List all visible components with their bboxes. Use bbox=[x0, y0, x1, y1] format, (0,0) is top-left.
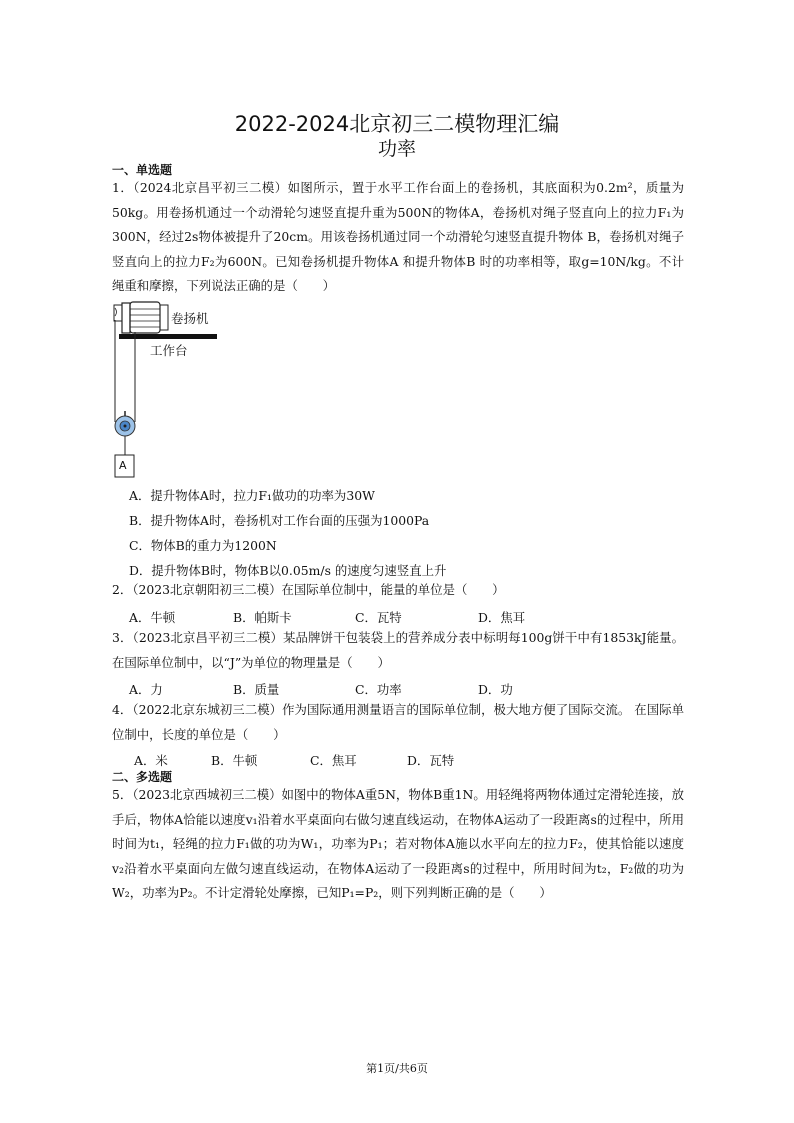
section-single-choice: 一、单选题 bbox=[112, 163, 173, 177]
winch-icon bbox=[114, 302, 168, 333]
question-4-option-a: A．米 bbox=[134, 753, 168, 768]
question-3-option-c: C．功率 bbox=[355, 682, 402, 697]
question-1-option-d: D．提升物体B时，物体B以0.05m/s 的速度匀速竖直上升 bbox=[129, 563, 447, 578]
page-title: 2022-2024北京初三二模物理汇编 bbox=[234, 112, 560, 136]
question-3-text: 3．（2023北京昌平初三二模）某品牌饼干包装袋上的营养成分表中标明每100g饼干中有1853kJ能量。在国际单位制中，以“J”为单位的物理量是（ ） bbox=[112, 630, 684, 670]
question-2-option-b: B．帕斯卡 bbox=[233, 610, 292, 625]
pulley-icon bbox=[115, 411, 135, 455]
section-multi-choice: 二、多选题 bbox=[112, 770, 173, 784]
question-4-option-b: B．牛顿 bbox=[211, 753, 258, 768]
page-subtitle: 功率 bbox=[377, 138, 416, 160]
question-2-text: 2．（2023北京朝阳初三二模）在国际单位制中，能量的单位是（ ） bbox=[112, 582, 505, 597]
question-1-option-b: B．提升物体A时，卷扬机对工作台面的压强为1000Pa bbox=[129, 513, 430, 528]
question-5-text: 5．（2023北京西城初三二模）如图中的物体A重5N，物体B重1N。用轻绳将两物体通过定滑轮连接，放手后，物体A恰能以速度v₁沿着水平桌面向右做匀速直线运动，在物体A运动了一段距离s的过程中，所用时间为t₁，轻绳的拉力F₁做的功为W₁，功率为P₁；若对物体A施以水平向左的拉力F₂，使其恰能以速度v₂沿着水平桌面向左做匀速直线运动，在物体A运动了一段距离s的过程中，所用时间为t₂，F₂做的功为W₂，功率为P₂。不计定滑轮处摩擦，已知P₁=P₂，则下列判断正确的是（ ） bbox=[112, 787, 684, 900]
question-3-option-d: D．功 bbox=[478, 682, 513, 697]
winch-label: 卷扬机 bbox=[171, 311, 209, 326]
question-1-option-c: C．物体B的重力为1200N bbox=[129, 538, 277, 553]
question-3-option-b: B．质量 bbox=[233, 682, 280, 697]
worktable-label: 工作台 bbox=[150, 343, 188, 358]
question-2-option-a: A．牛顿 bbox=[129, 610, 176, 625]
question-4-option-d: D．瓦特 bbox=[407, 753, 455, 768]
question-4-text: 4．（2022北京东城初三二模）作为国际通用测量语言的国际单位制，极大地方便了国际交流。 在国际单位制中，长度的单位是（ ） bbox=[112, 702, 684, 742]
question-2-option-c: C．瓦特 bbox=[355, 610, 402, 625]
question-2-option-d: D．焦耳 bbox=[478, 610, 526, 625]
worktable-bar bbox=[119, 334, 217, 339]
block-a-label: A bbox=[119, 459, 127, 472]
question-3-option-a: A．力 bbox=[129, 682, 163, 697]
page-footer: 第1页/共6页 bbox=[366, 1062, 428, 1075]
question-1-text: 1．（2024北京昌平初三二模）如图所示，置于水平工作台面上的卷扬机，其底面积为0.2m²，质量为50kg。用卷扬机通过一个动滑轮匀速竖直提升重为500N的物体A，卷扬机对绳子竖直向上的拉力F₁为300N，经过2s物体被提升了20cm。用该卷扬机通过同一个动滑轮匀速竖直提升物体 B，卷扬机对绳子竖直向上的拉力F₂为600N。已知卷扬机提升物体A 和提升物体B 时的功率相等，取g=10N/kg。不计绳重和摩擦，下列说法正确的是（ ） bbox=[112, 180, 684, 293]
question-4-option-c: C．焦耳 bbox=[310, 753, 357, 768]
question-1-option-a: A．提升物体A时，拉力F₁做功的功率为30W bbox=[129, 488, 375, 503]
